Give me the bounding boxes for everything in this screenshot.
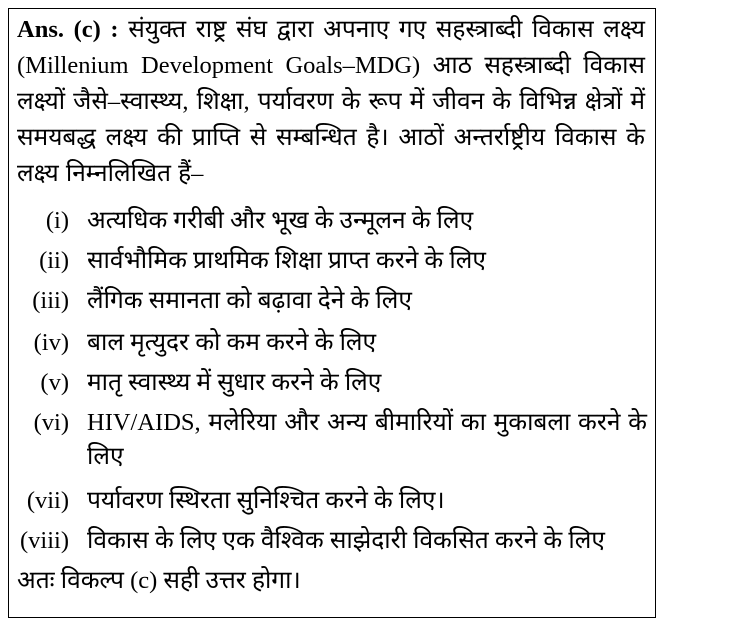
conclusion-text: अतः विकल्प (c) सही उत्तर होगा।	[17, 567, 301, 594]
goal-item	[17, 366, 647, 400]
goal-item	[17, 326, 647, 360]
goal-item	[17, 484, 647, 518]
goal-number: (vi)	[33, 409, 69, 436]
goal-text: लैंगिक समानता को बढ़ावा देने के लिए	[87, 287, 412, 314]
answer-text: संयुक्त राष्ट्र संघ द्वारा अपनाए गए सहस्त्राब्दी विकास लक्ष्य (Millenium Development Goals–MDG) आठ सहस्त्राब्दी विकास लक्ष्यों जैसे–स्वास्थ्य, शिक्षा, पर्यावरण के रूप में जीवन के विभिन्न क्षेत्रों में समयबद्ध लक्ष्य की प्राप्ति से सम्बन्धित है। आठों अन्तर्राष्ट्रीय विकास के लक्ष्य निम्नलिखित हैं–	[17, 16, 646, 187]
goal-item	[17, 284, 647, 318]
goal-number: (v)	[40, 369, 69, 396]
answer-paragraph	[17, 12, 645, 192]
goal-item	[17, 204, 647, 238]
goal-text: पर्यावरण स्थिरता सुनिश्चित करने के लिए।	[87, 487, 445, 514]
goal-text: HIV/AIDS, मलेरिया और अन्य बीमारियों का मुकाबला करने के लिए	[87, 409, 647, 470]
goal-item	[17, 406, 647, 474]
goal-text: सार्वभौमिक प्राथमिक शिक्षा प्राप्त करने के लिए	[87, 247, 486, 274]
goal-number: (iii)	[32, 287, 69, 314]
goal-text: विकास के लिए एक वैश्विक साझेदारी विकसित करने के लिए	[87, 527, 605, 554]
goal-text: मातृ स्वास्थ्य में सुधार करने के लिए	[87, 369, 382, 396]
goal-number: (viii)	[20, 527, 69, 554]
answer-prefix: Ans. (c) :	[17, 16, 119, 43]
goal-text: बाल मृत्युदर को कम करने के लिए	[87, 329, 377, 356]
goal-item	[17, 244, 647, 278]
goal-number: (ii)	[39, 247, 69, 274]
goal-item	[17, 524, 647, 558]
goal-number: (vii)	[26, 487, 69, 514]
goal-number: (i)	[45, 207, 69, 234]
goal-number: (iv)	[33, 329, 69, 356]
goal-text: अत्यधिक गरीबी और भूख के उन्मूलन के लिए	[87, 207, 474, 234]
